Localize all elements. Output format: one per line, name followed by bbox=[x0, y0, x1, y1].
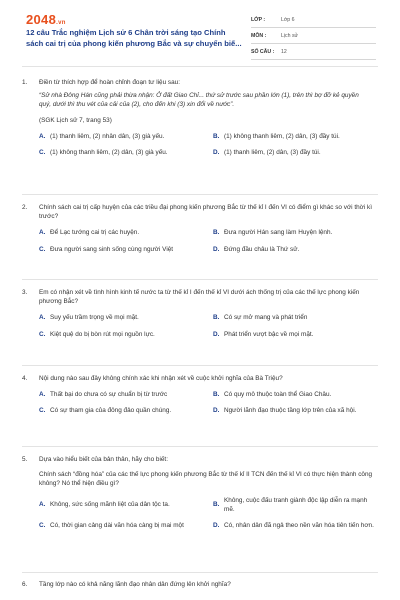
divider bbox=[22, 279, 378, 280]
option-d[interactable]: D. Có, nhân dân đã ngả theo nền văn hóa tiên tiến hơn. bbox=[213, 522, 374, 530]
question-text: Chính sách cai trị cấp huyện của các triều đại phong kiến phương Bắc từ thế kỉ I đến VI có điểm gì khác so với thời kì trước? bbox=[39, 204, 373, 221]
question-3 bbox=[22, 288, 378, 339]
option-d[interactable]: D. Người lãnh đạo thuộc tầng lớp trên của xã hội. bbox=[213, 407, 357, 415]
logo-suffix: .vn bbox=[56, 20, 66, 26]
option-a[interactable]: A. Thất bại do chưa có sự chuẩn bị từ trước bbox=[39, 391, 168, 399]
question-quote: “Sử nhà Đông Hán cũng phải thừa nhận: Ở đất Giao Chỉ... thứ sử trước sau phần lớn (1), trên thì bợ đỡ kẻ quyền quý, dưới thì thu vét của cải của (2), cho đến khi (3) xin đổi về nước”. bbox=[39, 92, 359, 109]
option-c[interactable]: C. Kiệt quệ do bị bòn rút mọi nguồn lực. bbox=[39, 330, 155, 338]
question-text: Điền từ thích hợp để hoàn chỉnh đoạn tư liệu sau: bbox=[39, 79, 181, 86]
question-source: (SGK Lịch sử 7, trang 53) bbox=[39, 116, 112, 124]
question-number: 1. bbox=[22, 79, 28, 86]
site-logo[interactable]: 2048.vn bbox=[26, 12, 66, 27]
question-number: 4. bbox=[22, 375, 28, 382]
option-b[interactable]: B. (1) không thanh liêm, (2) dân, (3) đầy túi. bbox=[213, 132, 340, 140]
meta-label: LỚP : bbox=[251, 16, 266, 23]
option-d[interactable]: D. Phát triển vượt bậc về mọi mặt. bbox=[213, 330, 314, 338]
question-4 bbox=[22, 374, 378, 416]
option-a[interactable]: A. Suy yếu trầm trọng về mọi mặt. bbox=[39, 314, 139, 322]
question-number: 6. bbox=[22, 581, 28, 588]
divider bbox=[22, 446, 378, 447]
page-title: 12 câu Trắc nghiệm Lịch sử 6 Chân trời sáng tạo Chính sách cai trị của phong kiến phương Bắc và sự chuyển biế... bbox=[26, 28, 242, 48]
divider bbox=[22, 365, 378, 366]
question-6 bbox=[22, 580, 378, 589]
option-a[interactable]: A. Không, sức sống mãnh liệt của dân tộc ta. bbox=[39, 501, 170, 509]
answer-options bbox=[39, 496, 378, 531]
meta-info bbox=[251, 12, 376, 60]
option-a[interactable]: A. (1) thanh liêm, (2) nhân dân, (3) già yếu. bbox=[39, 132, 165, 140]
meta-row-count bbox=[251, 44, 376, 60]
question-text: Dựa vào hiểu biết của bản thân, hãy cho biết: bbox=[39, 456, 168, 463]
question-text: Em có nhận xét về tình hình kinh tế nước ta từ thế kỉ I đến thế kỉ VI dưới ách thống trị của các thế lực phong kiến phương Bắc? bbox=[39, 289, 360, 306]
meta-value: Lớp 6 bbox=[281, 16, 295, 23]
divider bbox=[22, 194, 378, 195]
divider bbox=[22, 66, 378, 67]
question-5 bbox=[22, 455, 378, 530]
meta-value: 12 bbox=[281, 48, 287, 55]
question-number: 2. bbox=[22, 204, 28, 211]
option-b[interactable]: B. Có quy mô thuộc toàn thể Giao Châu. bbox=[213, 391, 332, 399]
option-c[interactable]: C. Có, thời gian cảng dài văn hóa càng bị mai một bbox=[39, 522, 184, 530]
option-c[interactable]: C. Có sự tham gia của đông đảo quần chúng. bbox=[39, 407, 172, 415]
question-number: 5. bbox=[22, 456, 28, 463]
meta-row-subject bbox=[251, 28, 376, 44]
option-b[interactable]: B. Không, cuộc đấu tranh giành độc lập diễn ra mạnh mẽ. bbox=[213, 496, 368, 513]
meta-label: MÔN : bbox=[251, 32, 267, 39]
option-c[interactable]: C. Đưa người sang sinh sống cùng người Việt bbox=[39, 245, 174, 253]
meta-value: Lịch sử bbox=[281, 32, 299, 39]
answer-options bbox=[39, 313, 378, 338]
question-2 bbox=[22, 203, 378, 254]
option-d[interactable]: D. Đứng đầu châu là Thứ sử. bbox=[213, 245, 300, 253]
question-text: Nội dung nào sau đây không chính xác khi nhận xét về cuộc khởi nghĩa của Bà Triệu? bbox=[39, 375, 283, 382]
option-d[interactable]: D. (1) thanh liêm, (2) dân, (3) đầy túi. bbox=[213, 149, 321, 157]
option-a[interactable]: A. Để Lạc tướng cai trị các huyện. bbox=[39, 229, 140, 237]
answer-options bbox=[39, 390, 378, 415]
meta-row-class bbox=[251, 12, 376, 28]
question-number: 3. bbox=[22, 289, 28, 296]
option-b[interactable]: B. Đưa người Hán sang làm Huyện lệnh. bbox=[213, 229, 333, 237]
meta-label: SỐ CÂU : bbox=[251, 48, 275, 55]
option-c[interactable]: C. (1) không thanh liêm, (2) dân, (3) già yếu. bbox=[39, 149, 168, 157]
answer-options bbox=[39, 228, 378, 253]
question-1 bbox=[22, 78, 378, 157]
divider bbox=[22, 572, 378, 573]
question-subtext: Chính sách “đồng hóa” của các thế lực phong kiến phương Bắc từ thế kỉ II TCN đến thế kỉ VI có thực hiện thành công không? Nó thể hiện điều gì? bbox=[39, 471, 373, 488]
answer-options bbox=[39, 132, 378, 157]
question-text: Tầng lớp nào có khả năng lãnh đạo nhân dân đứng lên khởi nghĩa? bbox=[39, 581, 231, 588]
page-header bbox=[0, 0, 400, 62]
option-b[interactable]: B. Có sự mở mang và phát triển bbox=[213, 314, 308, 322]
